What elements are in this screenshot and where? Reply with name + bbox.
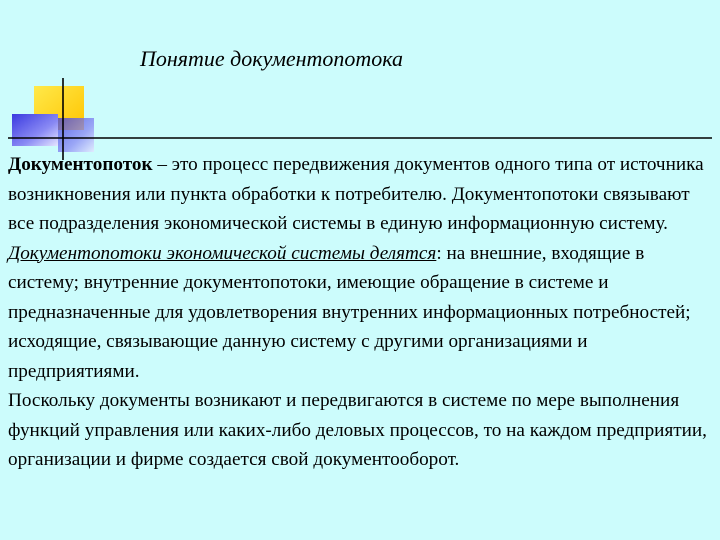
- decorative-squares-icon: [0, 0, 720, 160]
- definition-text: – это процесс передвижения документов одного типа от источника возникновения или пункта обработки к потребителю. Документопотоки связывают все подразделения экономической системы в единую информационную систему.: [8, 154, 704, 234]
- classification-text: : на внешние, входящие в систему; внутренние документопотоки, имеющие обращение в системе и предназначенные для удовлетворения внутренних информационных потребностей; исходящие, связывающие данную систему с другими организациями и предприятиями.: [8, 242, 691, 382]
- paragraph-2: Поскольку документы возникают и передвигаются в системе по мере выполнения функций управления или каких-либо деловых процессов, то на каждом предприятии, организации и фирме создается свой документооборот.: [8, 390, 707, 470]
- paragraph-1: [8, 150, 716, 386]
- slide-title: Понятие документопотока: [140, 46, 404, 71]
- term-documentflow: Документопоток: [8, 154, 153, 175]
- body-text: [8, 150, 716, 475]
- emphasis-text: Документопотоки экономической системы делятся: [8, 242, 437, 264]
- blue-square: [12, 114, 58, 146]
